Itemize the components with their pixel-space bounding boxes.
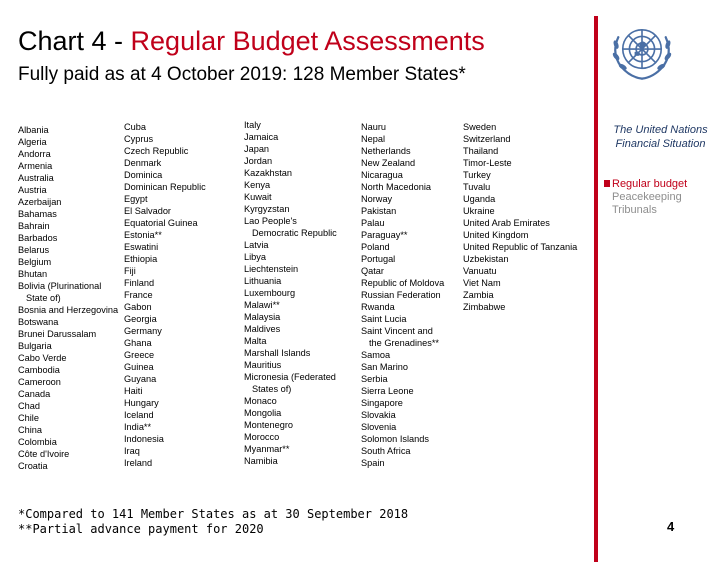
member-state-item: Japan <box>244 144 270 154</box>
member-state-item: Iraq <box>124 446 140 456</box>
member-state-item: Netherlands <box>361 146 411 156</box>
sidebar-nav <box>604 178 687 217</box>
member-state-item: Montenegro <box>244 420 294 430</box>
member-state-item: Dominican Republic <box>124 182 206 192</box>
member-state-item: State of) <box>26 293 61 303</box>
member-state-item: Georgia <box>124 314 157 324</box>
member-state-item: Nicaragua <box>361 170 403 180</box>
member-state-item: Bhutan <box>18 269 48 279</box>
member-state-item: Poland <box>361 242 390 252</box>
member-state-item: Switzerland <box>463 134 511 144</box>
member-state-item: Iceland <box>124 410 154 420</box>
member-state-item: Jamaica <box>244 132 279 142</box>
member-state-item: Algeria <box>18 137 47 147</box>
member-state-item: Zimbabwe <box>463 302 506 312</box>
member-state-item: Bolivia (Plurinational <box>18 281 102 291</box>
sidebar-item-peacekeeping[interactable] <box>604 191 687 204</box>
member-state-item: the Grenadines** <box>369 338 439 348</box>
member-state-item: Republic of Moldova <box>361 278 445 288</box>
member-state-item: Monaco <box>244 396 277 406</box>
member-state-item: Malaysia <box>244 312 281 322</box>
brand-line-1: The United Nations <box>613 124 708 136</box>
member-state-item: Singapore <box>361 398 403 408</box>
member-state-item: Russian Federation <box>361 290 441 300</box>
member-states-column-5 <box>463 121 577 313</box>
member-state-item: Thailand <box>463 146 499 156</box>
member-state-item: Pakistan <box>361 206 397 216</box>
sidebar-item-label: Peacekeeping <box>612 191 682 203</box>
member-state-item: Paraguay** <box>361 230 408 240</box>
member-state-item: Ireland <box>124 458 153 468</box>
member-state-item: Zambia <box>463 290 494 300</box>
member-state-item: Saint Lucia <box>361 314 407 324</box>
member-state-item: Timor-Leste <box>463 158 512 168</box>
member-state-item: Czech Republic <box>124 146 189 156</box>
member-state-item: Samoa <box>361 350 391 360</box>
member-state-item: Kenya <box>244 180 271 190</box>
member-state-item: Vanuatu <box>463 266 497 276</box>
member-state-item: Guyana <box>124 374 157 384</box>
member-state-item: Egypt <box>124 194 148 204</box>
member-state-item: Armenia <box>18 161 53 171</box>
member-state-item: Ghana <box>124 338 152 348</box>
member-state-item: Cuba <box>124 122 146 132</box>
member-state-item: Colombia <box>18 437 57 447</box>
member-state-item: Tuvalu <box>463 182 491 192</box>
member-state-item: Cambodia <box>18 365 60 375</box>
member-state-item: Bahrain <box>18 221 50 231</box>
member-state-item: Malawi** <box>244 300 280 310</box>
member-state-item: Luxembourg <box>244 288 296 298</box>
member-state-item: Eswatini <box>124 242 159 252</box>
member-state-item: Greece <box>124 350 155 360</box>
member-state-item: Italy <box>244 120 261 130</box>
member-state-item: El Salvador <box>124 206 171 216</box>
member-state-item: Jordan <box>244 156 273 166</box>
member-state-item: Viet Nam <box>463 278 501 288</box>
member-state-item: Solomon Islands <box>361 434 429 444</box>
member-state-item: China <box>18 425 43 435</box>
member-state-item: Botswana <box>18 317 59 327</box>
sidebar-item-label: Tribunals <box>612 204 657 216</box>
member-state-item: Kazakhstan <box>244 168 293 178</box>
member-state-item: Croatia <box>18 461 48 471</box>
member-state-item: Democratic Republic <box>252 228 337 238</box>
member-state-item: Bahamas <box>18 209 57 219</box>
page-number: 4 <box>667 519 675 534</box>
member-state-item: Guinea <box>124 362 154 372</box>
member-state-item: United Arab Emirates <box>463 218 550 228</box>
member-state-item: Liechtenstein <box>244 264 299 274</box>
member-state-item: Uganda <box>463 194 496 204</box>
member-state-item: United Kingdom <box>463 230 529 240</box>
member-state-item: Libya <box>244 252 266 262</box>
member-state-item: Nepal <box>361 134 386 144</box>
member-state-item: Slovenia <box>361 422 397 432</box>
member-state-item: Portugal <box>361 254 396 264</box>
member-state-item: Mauritius <box>244 360 282 370</box>
member-state-item: Albania <box>18 125 49 135</box>
footnotes <box>18 507 408 537</box>
member-state-item: Gabon <box>124 302 152 312</box>
member-state-item: Sierra Leone <box>361 386 414 396</box>
member-state-item: Belgium <box>18 257 52 267</box>
brand-title <box>608 123 713 151</box>
sidebar-item-tribunals[interactable] <box>604 204 687 217</box>
member-state-item: Azerbaijan <box>18 197 62 207</box>
member-state-item: Kuwait <box>244 192 272 202</box>
member-state-item: Cameroon <box>18 377 61 387</box>
member-state-item: Nauru <box>361 122 387 132</box>
member-state-item: Namibia <box>244 456 278 466</box>
member-state-item: Sweden <box>463 122 497 132</box>
member-state-item: Rwanda <box>361 302 395 312</box>
member-state-item: Serbia <box>361 374 388 384</box>
member-state-item: Barbados <box>18 233 58 243</box>
member-state-item: Micronesia (Federated <box>244 372 336 382</box>
member-state-item: Bulgaria <box>18 341 52 351</box>
member-state-item: Kyrgyzstan <box>244 204 290 214</box>
member-state-item: Spain <box>361 458 385 468</box>
member-state-item: Estonia** <box>124 230 162 240</box>
member-state-item: Austria <box>18 185 47 195</box>
slide-subtitle: Fully paid as at 4 October 2019: 128 Member States* <box>18 64 466 85</box>
member-states-column-2 <box>124 121 206 469</box>
member-state-item: Mongolia <box>244 408 282 418</box>
member-state-item: Lao People's <box>244 216 297 226</box>
member-state-item: Cabo Verde <box>18 353 67 363</box>
member-state-item: South Africa <box>361 446 411 456</box>
active-marker-icon <box>604 180 610 187</box>
footnote-partial-payment: **Partial advance payment for 2020 <box>18 522 264 536</box>
member-state-item: Canada <box>18 389 51 399</box>
member-state-item: Haiti <box>124 386 143 396</box>
member-states-column-3 <box>244 119 337 467</box>
member-state-item: Belarus <box>18 245 50 255</box>
member-states-column-4 <box>361 121 444 469</box>
member-state-item: Andorra <box>18 149 51 159</box>
member-state-item: Slovakia <box>361 410 396 420</box>
member-state-item: Uzbekistan <box>463 254 509 264</box>
member-state-item: Ethiopia <box>124 254 158 264</box>
member-state-item: United Republic of Tanzania <box>463 242 578 252</box>
member-state-item: Dominica <box>124 170 163 180</box>
member-state-item: Fiji <box>124 266 136 276</box>
member-states-column-1 <box>18 124 118 472</box>
member-state-item: Chad <box>18 401 40 411</box>
member-state-item: New Zealand <box>361 158 416 168</box>
title-accent: Regular Budget Assessments <box>130 26 485 56</box>
member-state-item: Palau <box>361 218 385 228</box>
member-state-item: Bosnia and Herzegovina <box>18 305 119 315</box>
member-state-item: Myanmar** <box>244 444 290 454</box>
member-state-item: Qatar <box>361 266 384 276</box>
member-state-item: Maldives <box>244 324 281 334</box>
member-state-item: Finland <box>124 278 155 288</box>
member-state-item: Côte d'Ivoire <box>18 449 70 459</box>
member-state-item: Marshall Islands <box>244 348 311 358</box>
footnote-comparison: *Compared to 141 Member States as at 30 September 2018 <box>18 507 409 521</box>
member-state-item: Morocco <box>244 432 280 442</box>
member-state-item: Equatorial Guinea <box>124 218 198 228</box>
member-state-item: Malta <box>244 336 267 346</box>
sidebar-item-label: Regular budget <box>612 178 688 190</box>
member-state-item: Brunei Darussalam <box>18 329 97 339</box>
brand-line-2: Financial Situation <box>615 138 706 150</box>
member-state-item: San Marino <box>361 362 408 372</box>
member-state-item: Norway <box>361 194 393 204</box>
member-state-item: Saint Vincent and <box>361 326 433 336</box>
member-state-item: North Macedonia <box>361 182 431 192</box>
member-state-item: Indonesia <box>124 434 164 444</box>
member-state-item: Turkey <box>463 170 491 180</box>
title-prefix: Chart 4 - <box>18 26 131 56</box>
vertical-divider <box>594 16 598 562</box>
member-state-item: Chile <box>18 413 39 423</box>
un-emblem-icon <box>605 14 679 90</box>
member-state-item: France <box>124 290 153 300</box>
member-state-item: Hungary <box>124 398 159 408</box>
slide-title <box>18 26 485 57</box>
member-state-item: Lithuania <box>244 276 282 286</box>
member-state-item: Latvia <box>244 240 269 250</box>
sidebar-item-regular-budget[interactable] <box>604 178 687 191</box>
member-state-item: Ukraine <box>463 206 495 216</box>
member-state-item: Germany <box>124 326 162 336</box>
member-state-item: Australia <box>18 173 54 183</box>
member-state-item: Denmark <box>124 158 162 168</box>
member-state-item: States of) <box>252 384 292 394</box>
member-state-item: Cyprus <box>124 134 154 144</box>
member-state-item: India** <box>124 422 152 432</box>
